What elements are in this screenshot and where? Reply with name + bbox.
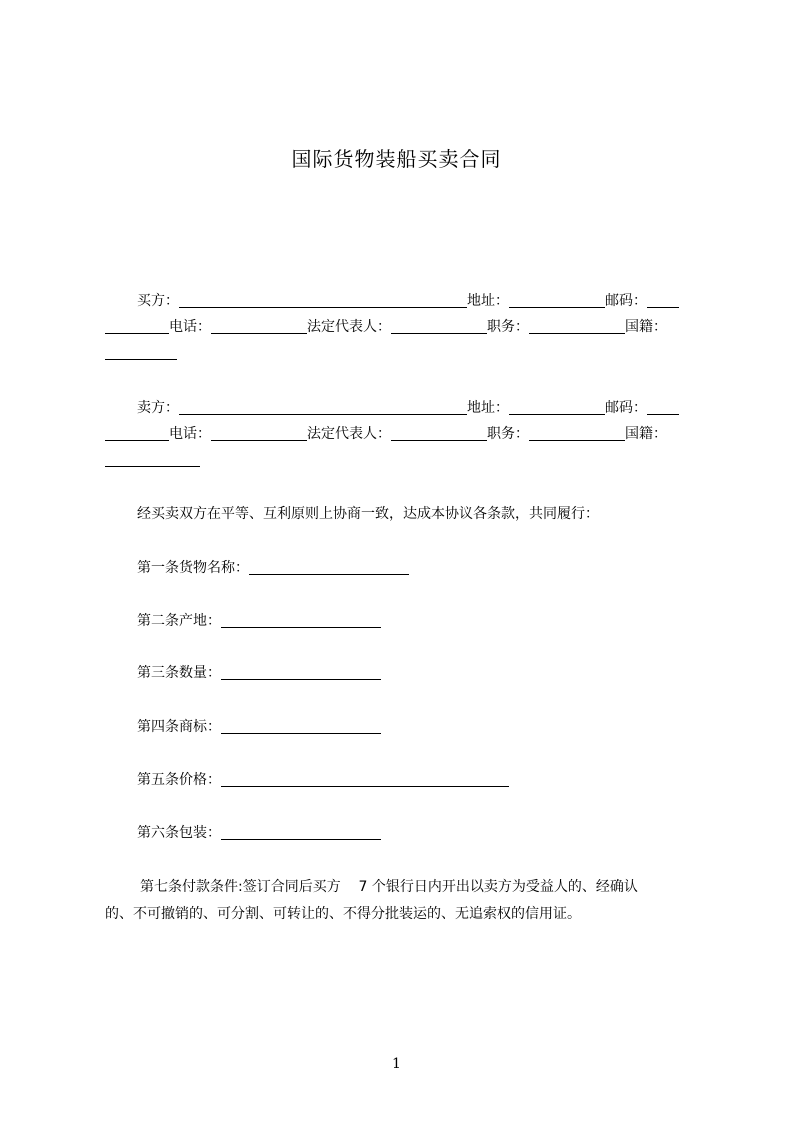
buyer-address-label: 地址： bbox=[467, 293, 509, 309]
intro-paragraph: 经买卖双方在平等、互利原则上协商一致，达成本协议各条款，共同履行： bbox=[137, 506, 599, 522]
article-4 bbox=[137, 715, 381, 739]
article-label: 第四条商标： bbox=[137, 719, 221, 735]
article-3-blank[interactable] bbox=[221, 662, 381, 680]
article-label: 第三条数量： bbox=[137, 665, 221, 681]
seller-address-label: 地址： bbox=[467, 400, 509, 416]
buyer-position-label: 职务： bbox=[487, 319, 529, 335]
buyer-phone-blank[interactable] bbox=[211, 316, 307, 334]
buyer-postcode-blank[interactable] bbox=[647, 290, 679, 308]
seller-line-3 bbox=[105, 447, 705, 473]
page-number: 1 bbox=[392, 1056, 401, 1072]
seller-nationality-label: 国籍： bbox=[625, 426, 667, 442]
page-title: 国际货物装船买卖合同 bbox=[291, 147, 502, 171]
article-6 bbox=[137, 821, 381, 845]
buyer-line-1 bbox=[105, 288, 705, 314]
seller-position-label: 职务： bbox=[487, 426, 529, 442]
article-1-blank[interactable] bbox=[249, 557, 409, 575]
seller-line-2 bbox=[105, 421, 705, 447]
article-label: 第五条价格： bbox=[137, 772, 221, 788]
article-2 bbox=[137, 609, 381, 633]
article-1 bbox=[137, 556, 409, 580]
buyer-legal-rep-label: 法定代表人： bbox=[307, 319, 391, 335]
seller-nationality-blank[interactable] bbox=[105, 449, 200, 467]
article-5-blank[interactable] bbox=[221, 769, 509, 787]
buyer-name-blank[interactable] bbox=[179, 290, 467, 308]
buyer-postcode-label: 邮码： bbox=[605, 293, 647, 309]
article-6-blank[interactable] bbox=[221, 822, 381, 840]
seller-postcode-label: 邮码： bbox=[605, 400, 647, 416]
article-5 bbox=[137, 768, 509, 792]
seller-name-blank[interactable] bbox=[179, 397, 467, 415]
buyer-line-3 bbox=[105, 340, 705, 366]
buyer-position-blank[interactable] bbox=[529, 316, 625, 334]
seller-label: 卖方： bbox=[137, 400, 179, 416]
seller-address-blank[interactable] bbox=[509, 397, 605, 415]
article-7-line-1: 第七条付款条件:签订合同后买方 7 个银行日内开出以卖方为受益人的、经确认 bbox=[140, 879, 638, 895]
article-label: 第二条产地： bbox=[137, 613, 221, 629]
article-3 bbox=[137, 661, 381, 685]
article-label: 第六条包装： bbox=[137, 825, 221, 841]
article-4-blank[interactable] bbox=[221, 716, 381, 734]
seller-phone-label: 电话： bbox=[169, 426, 211, 442]
buyer-nationality-label: 国籍： bbox=[625, 319, 667, 335]
buyer-label: 买方： bbox=[137, 293, 179, 309]
seller-position-blank[interactable] bbox=[529, 423, 625, 441]
seller-block bbox=[105, 395, 705, 473]
article-7-line-2: 的、不可撤销的、可分割、可转让的、不得分批装运的、无追索权的信用证。 bbox=[105, 906, 581, 922]
article-label: 第一条货物名称： bbox=[137, 560, 249, 576]
buyer-legal-rep-blank[interactable] bbox=[391, 316, 487, 334]
seller-legal-rep-blank[interactable] bbox=[391, 423, 487, 441]
article-2-blank[interactable] bbox=[221, 610, 381, 628]
buyer-address-blank[interactable] bbox=[509, 290, 605, 308]
seller-legal-rep-label: 法定代表人： bbox=[307, 426, 391, 442]
seller-line-1 bbox=[105, 395, 705, 421]
seller-phone-blank[interactable] bbox=[211, 423, 307, 441]
buyer-postcode-blank-cont[interactable] bbox=[105, 316, 169, 334]
buyer-line-2 bbox=[105, 314, 705, 340]
buyer-nationality-blank[interactable] bbox=[105, 342, 177, 360]
seller-postcode-blank-cont[interactable] bbox=[105, 423, 169, 441]
seller-postcode-blank[interactable] bbox=[647, 397, 679, 415]
buyer-phone-label: 电话： bbox=[169, 319, 211, 335]
buyer-block bbox=[105, 288, 705, 366]
